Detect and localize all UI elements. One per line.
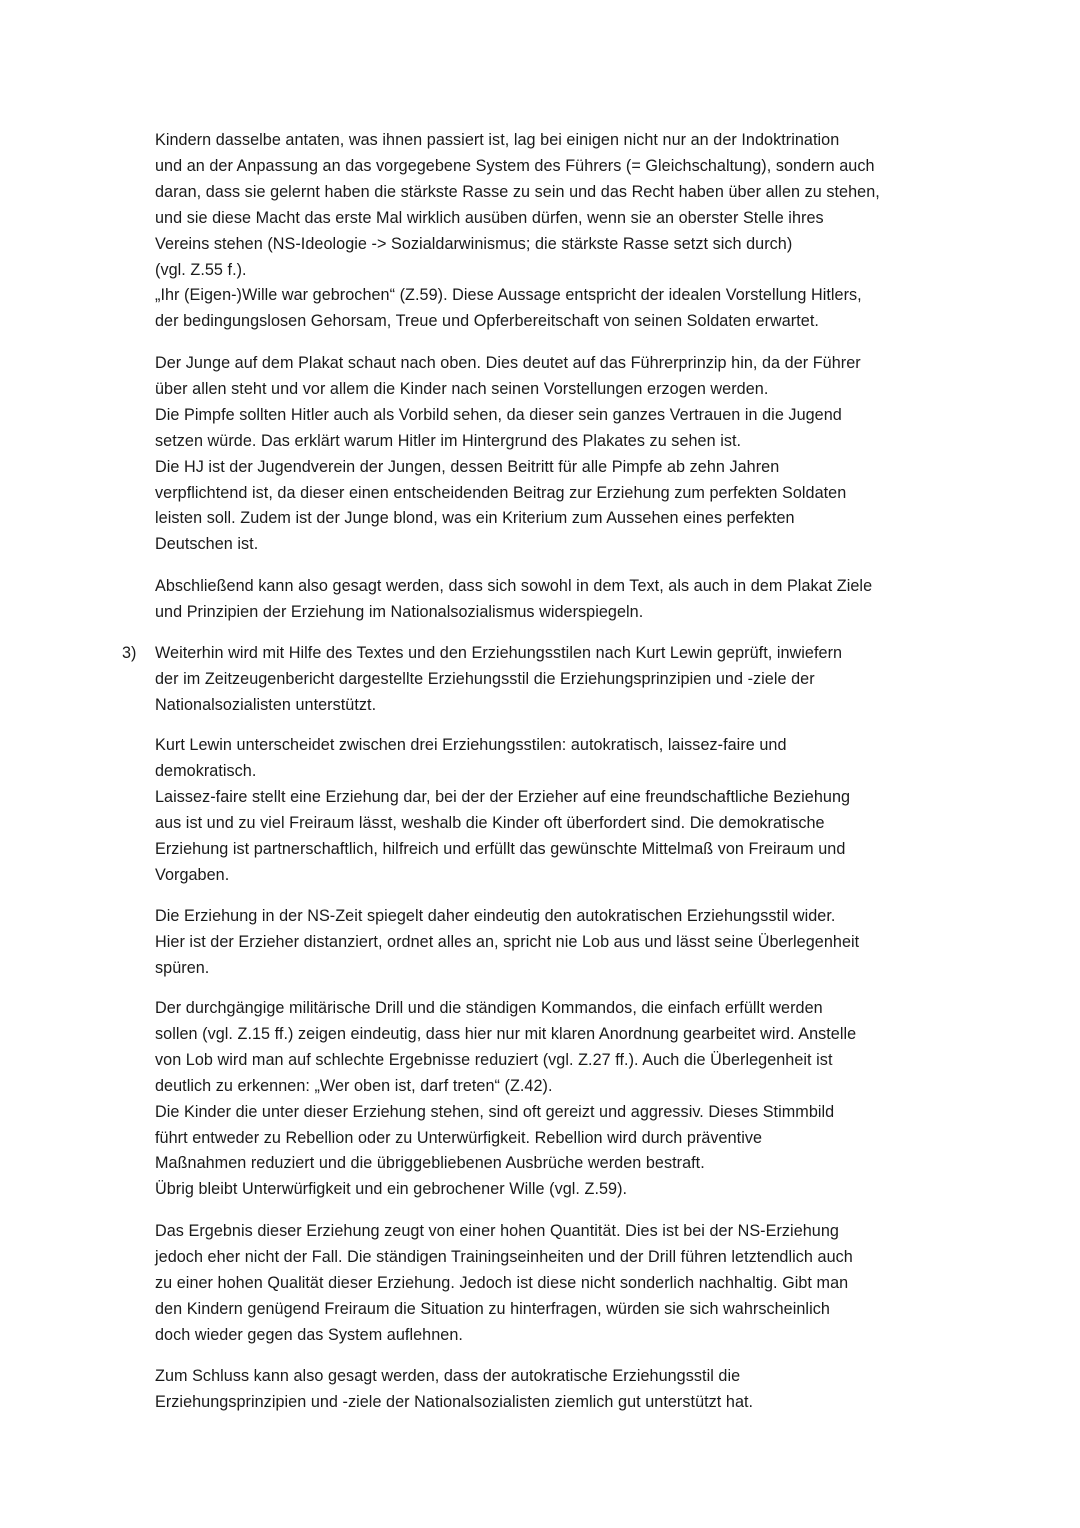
- paragraph-5: [155, 733, 955, 888]
- text-line: Das Ergebnis dieser Erziehung zeugt von einer hohen Quantität. Dies ist bei der NS-Erziehung: [155, 1222, 839, 1240]
- text-line: Vereins stehen (NS-Ideologie -> Sozialdarwinismus; die stärkste Rasse setzt sich durch): [155, 234, 793, 253]
- text-line: demokratisch.: [155, 761, 257, 780]
- text-line: Weiterhin wird mit Hilfe des Textes und den Erziehungsstilen nach Kurt Lewin geprüft, inwiefern: [155, 644, 843, 662]
- paragraph-4: [155, 641, 955, 719]
- text-line: Zum Schluss kann also gesagt werden, dass der autokratische Erziehungsstil die: [155, 1367, 741, 1385]
- text-line: Vorgaben.: [155, 865, 230, 884]
- text-line: aus ist und zu viel Freiraum lässt, weshalb die Kinder oft überfordert sind. Die demokratische: [155, 813, 825, 832]
- text-line: doch wieder gegen das System auflehnen.: [155, 1325, 463, 1344]
- text-line: verpflichtend ist, da dieser einen entscheidenden Beitrag zur Erziehung zum perfekten Soldaten: [155, 483, 847, 502]
- paragraph-9: [155, 1364, 955, 1416]
- paragraph-8: [155, 1219, 955, 1349]
- text-line: Die HJ ist der Jugendverein der Jungen, dessen Beitritt für alle Pimpfe ab zehn Jahren: [155, 457, 780, 476]
- text-line: (vgl. Z.55 f.).: [155, 260, 247, 279]
- text-line: Die Kinder die unter dieser Erziehung stehen, sind oft gereizt und aggressiv. Dieses Stimmbild: [155, 1102, 835, 1121]
- text-line: leisten soll. Zudem ist der Junge blond, was ein Kriterium zum Aussehen eines perfekten: [155, 509, 795, 528]
- text-line: Abschließend kann also gesagt werden, dass sich sowohl in dem Text, als auch in dem Plakat Ziele: [155, 577, 873, 595]
- paragraph-7: [155, 996, 955, 1203]
- text-line: spüren.: [155, 958, 210, 977]
- text-line: setzen würde. Das erklärt warum Hitler im Hintergrund des Plakates zu sehen ist.: [155, 431, 742, 450]
- text-line: Laissez-faire stellt eine Erziehung dar, bei der der Erzieher auf eine freundschaftliche Beziehung: [155, 787, 851, 806]
- paragraph-2: [155, 351, 955, 558]
- paragraph-1: [155, 128, 955, 335]
- text-line: und sie diese Macht das erste Mal wirklich ausüben dürfen, wenn sie an oberster Stelle ihres: [155, 208, 824, 227]
- text-line: deutlich zu erkennen: „Wer oben ist, darf treten“ (Z.42).: [155, 1076, 553, 1095]
- text-line: „Ihr (Eigen-)Wille war gebrochen“ (Z.59). Diese Aussage entspricht der idealen Vorstellung Hitlers,: [155, 286, 862, 305]
- text-line: Nationalsozialisten unterstützt.: [155, 695, 377, 714]
- text-line: über allen steht und vor allem die Kinder nach seinen Vorstellungen erzogen werden.: [155, 379, 769, 398]
- text-line: der bedingungslosen Gehorsam, Treue und Opferbereitschaft von seinen Soldaten erwartet.: [155, 312, 819, 331]
- text-line: Kindern dasselbe antaten, was ihnen passiert ist, lag bei einigen nicht nur an der Indoktrination: [155, 131, 840, 149]
- text-line: Deutschen ist.: [155, 535, 259, 554]
- text-line: Kurt Lewin unterscheidet zwischen drei Erziehungsstilen: autokratisch, laissez-faire und: [155, 736, 787, 754]
- text-line: von Lob wird man auf schlechte Ergebnisse reduziert (vgl. Z.27 ff.). Auch die Überlegenheit ist: [155, 1050, 833, 1069]
- text-line: Erziehungsprinzipien und -ziele der Nationalsozialisten ziemlich gut unterstützt hat.: [155, 1392, 754, 1411]
- text-line: sollen (vgl. Z.15 ff.) zeigen eindeutig, dass hier nur mit klaren Anordnung gearbeitet wird. Anstelle: [155, 1024, 857, 1043]
- text-line: führt entweder zu Rebellion oder zu Unterwürfigkeit. Rebellion wird durch präventive: [155, 1128, 763, 1147]
- paragraph-6: [155, 904, 955, 982]
- text-line: Der Junge auf dem Plakat schaut nach oben. Dies deutet auf das Führerprinzip hin, da der Führer: [155, 354, 861, 372]
- text-line: und an der Anpassung an das vorgegebene System des Führers (= Gleichschaltung), sondern auch: [155, 156, 875, 175]
- text-line: zu einer hohen Qualität dieser Erziehung. Jedoch ist diese nicht sonderlich nachhaltig. Gibt man: [155, 1273, 849, 1292]
- text-line: Hier ist der Erzieher distanziert, ordnet alles an, spricht nie Lob aus und lässt seine Überlegenheit: [155, 932, 860, 951]
- text-line: Maßnahmen reduziert und die übriggebliebenen Ausbrüche werden bestraft.: [155, 1154, 705, 1173]
- paragraph-3: [155, 574, 955, 626]
- text-line: Der durchgängige militärische Drill und die ständigen Kommandos, die einfach erfüllt werden: [155, 999, 823, 1017]
- text-line: der im Zeitzeugenbericht dargestellte Erziehungsstil die Erziehungsprinzipien und -ziele der: [155, 669, 815, 688]
- list-number: 3): [122, 644, 137, 662]
- text-line: den Kindern genügend Freiraum die Situation zu hinterfragen, würden sie sich wahrscheinlich: [155, 1299, 830, 1318]
- text-line: jedoch eher nicht der Fall. Die ständigen Trainingseinheiten und der Drill führen letztendlich auch: [155, 1247, 853, 1266]
- text-line: daran, dass sie gelernt haben die stärkste Rasse zu sein und das Recht haben über allen zu stehen,: [155, 182, 880, 201]
- text-line: Die Erziehung in der NS-Zeit spiegelt daher eindeutig den autokratischen Erziehungsstil wider.: [155, 907, 836, 925]
- text-line: Erziehung ist partnerschaftlich, hilfreich und erfüllt das gewünschte Mittelmaß von Freiraum und: [155, 839, 846, 858]
- text-line: Übrig bleibt Unterwürfigkeit und ein gebrochener Wille (vgl. Z.59).: [155, 1180, 628, 1199]
- text-line: Die Pimpfe sollten Hitler auch als Vorbild sehen, da dieser sein ganzes Vertrauen in die Jugend: [155, 405, 842, 424]
- text-line: und Prinzipien der Erziehung im Nationalsozialismus widerspiegeln.: [155, 602, 644, 621]
